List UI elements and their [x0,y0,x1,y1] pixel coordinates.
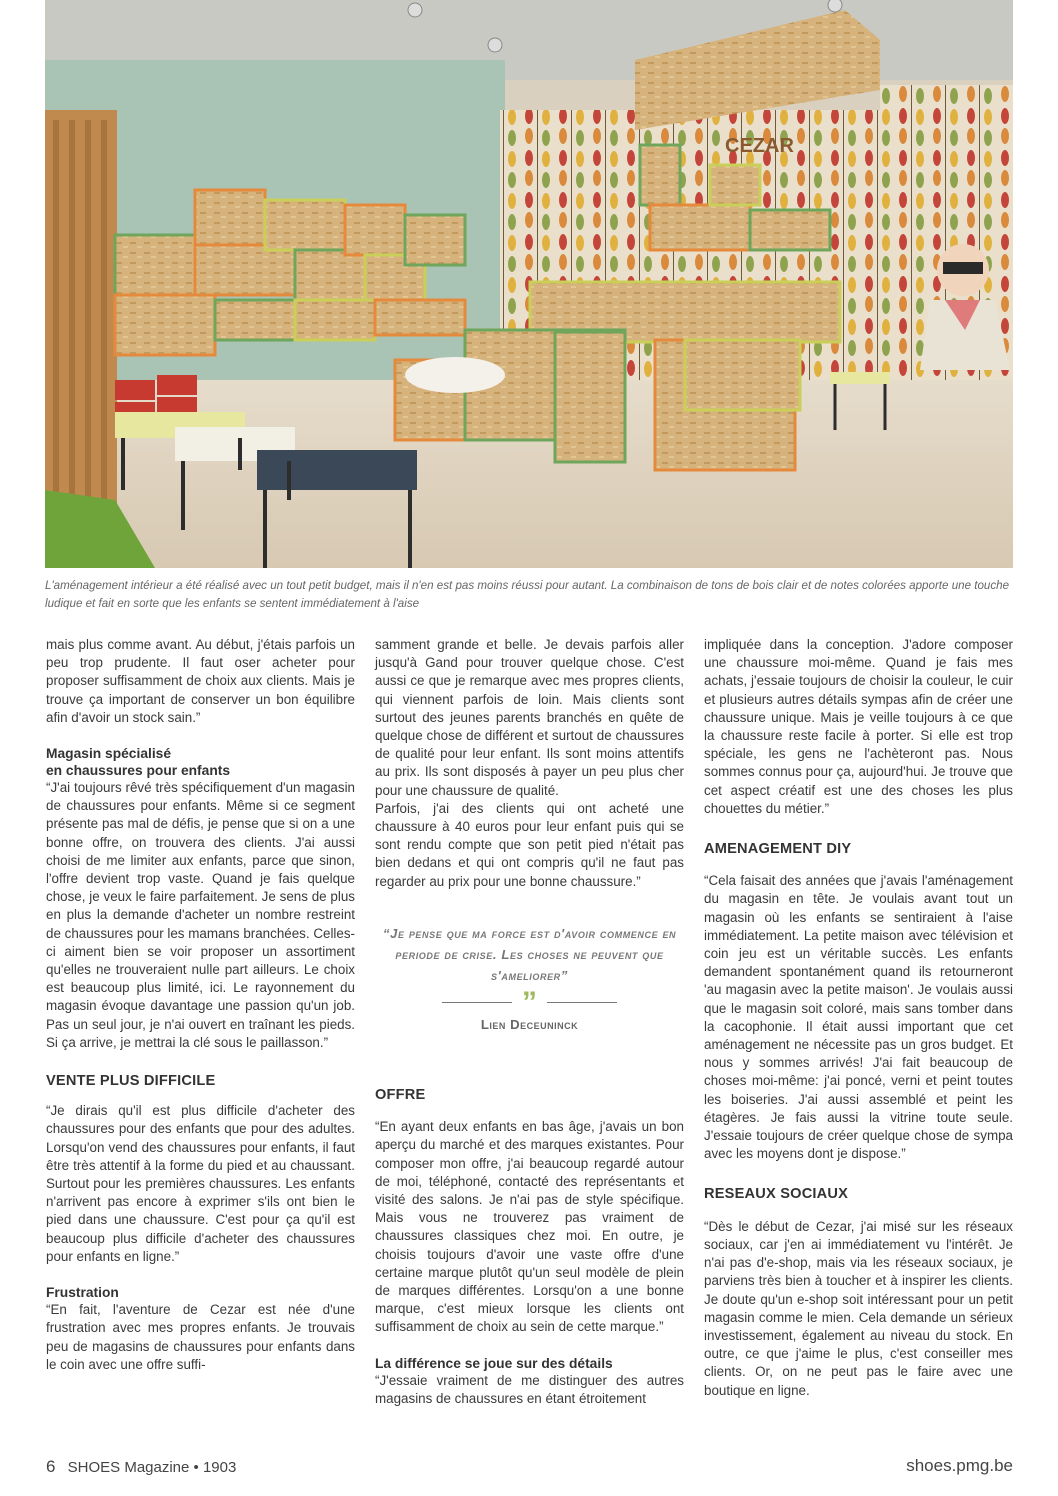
website-url[interactable]: shoes.pmg.be [906,1456,1013,1475]
pull-quote-author: Lien Deceuninck [480,1016,579,1032]
paragraph: samment grande et belle. Je devais parfois aller jusqu'à Gand pour trouver quelque chose. C'est aussi ce que je remarque avec mes propres clients, qui viennent parfois de loin. Mais clients sont surtout des jeunes parents branchés en quête de quelque chose de différent et surtout de chaussures de qualité pour leur enfant. Ils sont moins attentifs au prix. Ils sont disposés à payer un peu plus cher pour une chaussure de qualité. [375,637,684,798]
paragraph: Parfois, j'ai des clients qui ont acheté une chaussure à 40 euros pour leur enfant puis qui se sont rendu compte que son petit pied n'était pas bien dedans et qui ont compris qu'il ne faut pas regarder au prix pour une bonne chaussure.” [375,800,684,889]
subheading-magasin-specialise-line2: en chaussures pour enfants [46,763,231,779]
paragraph: “Cela faisait des années que j'avais l'aménagement du magasin en tête. Je voulais avant tout un magasin où les enfants se sentiraient à l'aise immédiatement. La petite maison avec télévision et coin jeu est un véritable succès. Les enfants demandent spontanément quand ils retourneront 'au magasin avec la petite maison'. Je voulais aussi que le magasin soit coloré, mais sans tomber dans la cacophonie. Il était aussi important que cet aménagement ne nécessite pas un gros budget. Et nous y sommes arrivés! J'ai fait beaucoup de choses moi-même: j'ai poncé, verni et peint toutes les boiseries. J'ai aussi assemblé et peint les étagères. Je fais aussi la vitrine toute seule. J'essaie toujours de créer quelque chose de sympa avec les moyens dont je dispose.” [704,873,1013,1162]
column-3 [704,636,1013,1400]
section-heading-amenagement-diy: AMENAGEMENT DIY [704,841,852,858]
paragraph: “En ayant deux enfants en bas âge, j'avais un bon aperçu du marché et des marques existantes. Pour composer mon offre, j'ai beaucoup regardé autour de moi, téléphoné, contacté des représentants et visité des salons. Je n'ai pas de style spécifique. Mais vous ne trouverez pas vraiment de chaussures classiques chez moi. En outre, je choisis toujours d'avoir une vaste offre d'une certaine marque plutôt qu'un seul modèle de plein de marques différentes. Lorsqu'on a une bonne marque, c'est mieux lorsque les clients ont suffisamment de choix au sein de cette marque.” [375,1119,684,1335]
paragraph: “J'ai toujours rêvé très spécifiquement d'un magasin de chaussures pour enfants. Même si ce segment présente pas mal de défis, je pense que si on a une bonne offre, on trouvera des clients. J'ai aussi choisi de me limiter aux enfants, parce que sinon, l'offre devient trop vaste. Quand je fais quelque chose, je veux le faire parfaitement. Je sens de plus en plus la demande d'acheter un nombre restreint de chaussures pour les mamans branchées. Celles-ci aiment bien se voir proposer un assortiment qu'elles ne trouveraient nulle part ailleurs. Le choix est beaucoup plus limité, ici. Le rayonnement du magasin évoque davantage une passion qu'un job. Pas un seul jour, je n'ai ouvert en traînant les pieds. Si ça arrive, je mettrai la clé sous le paillasson.” [46,780,355,1050]
store-photo [45,0,1013,568]
page-number: 6 [46,1457,56,1476]
divider-line [547,1002,617,1003]
paragraph: “Dès le début de Cezar, j'ai misé sur les réseaux sociaux, car j'en ai immédiatement vu l'intérêt. Je n'ai pas d'e-shop, mais via les réseaux sociaux, je parviens très bien à toucher et à inspirer les clients. Je doute qu'un e-shop soit intéressant pour un petit magasin comme le mien. Cela demande un sérieux investissement, également au niveau du stock. En outre, ce que j'aime le plus, c'est conseiller mes clients. Or, on ne peut pas le faire avec une boutique en ligne. [704,1218,1013,1398]
store-interior-illustration [45,0,1013,568]
subheading-magasin-specialise: Magasin spécialisé [46,746,172,762]
pull-quote-divider [375,985,684,1019]
paragraph: “J'essaie vraiment de me distinguer des autres magasins de chaussures en étant étroitement [375,1372,684,1406]
section-heading-offre: OFFRE [375,1087,426,1104]
subheading-frustration: Frustration [46,1285,119,1301]
paragraph: “En fait, l'aventure de Cezar est née d'une frustration avec mes propres enfants. Je trouvais peu de magasins de chaussures pour enfants dans le coin avec une offre suffi- [46,1302,355,1372]
pull-quote: “Je pense que ma force est d'avoir commence en periode de crise. Les choses ne peuvent que s'ameliorer” [382,925,677,983]
subheading-difference-details: La différence se joue sur des détails [375,1355,613,1371]
page-footer [46,1457,236,1477]
section-heading-vente-plus-difficile: VENTE PLUS DIFFICILE [46,1073,216,1090]
divider-line [442,1002,512,1003]
cezar-sign-text: CEZAR [725,135,794,157]
section-heading-reseaux-sociaux: RESEAUX SOCIAUX [704,1186,849,1203]
magazine-issue: SHOES Magazine • 1903 [67,1459,237,1476]
photo-caption: L'aménagement intérieur a été réalisé avec un tout petit budget, mais il n'en est pas moins réussi pour autant. La combinaison de tons de bois clair et de notes colorées apporte une touche ludique et fait en sorte que les enfants se sentent immédiatement à l'aise [45,579,1010,610]
quote-mark-icon: ” [522,985,537,1019]
paragraph: “Je dirais qu'il est plus difficile d'acheter des chaussures pour des enfants que pour des adultes. Lorsqu'on vend des chaussures pour enfants, il faut être très attentif à la forme du pied et au chaussant. Surtout pour les premières chaussures. Les enfants n'arrivent pas encore à exprimer s'ils ont bien le pied dans une chaussure. C'est pour ça qu'il est beaucoup plus difficile d'acheter des chaussures pour enfants en ligne.” [46,1103,355,1264]
column-2 [375,636,684,1408]
paragraph: impliquée dans la conception. J'adore composer une chaussure moi-même. Quand je fais mes achats, j'essaie toujours de choisir la couleur, le cuir et plusieurs autres détails sympas afin de créer une chaussure unique. Mais je veille toujours à ce que la chaussure reste facile à porter. Si elle est trop spéciale, les gens ne l'achèteront pas. Nous sommes connus pour ça, aujourd'hui. Je trouve que cet aspect créatif est une des choses les plus chouettes du métier.” [704,637,1013,816]
paragraph: mais plus comme avant. Au début, j'étais parfois un peu trop prudente. Il faut oser acheter pour proposer suffisamment de choix aux clients. Mais je trouve ça important de conserver un bon équilibre afin d'avoir un stock sain.” [46,637,355,725]
column-1 [46,636,355,1374]
